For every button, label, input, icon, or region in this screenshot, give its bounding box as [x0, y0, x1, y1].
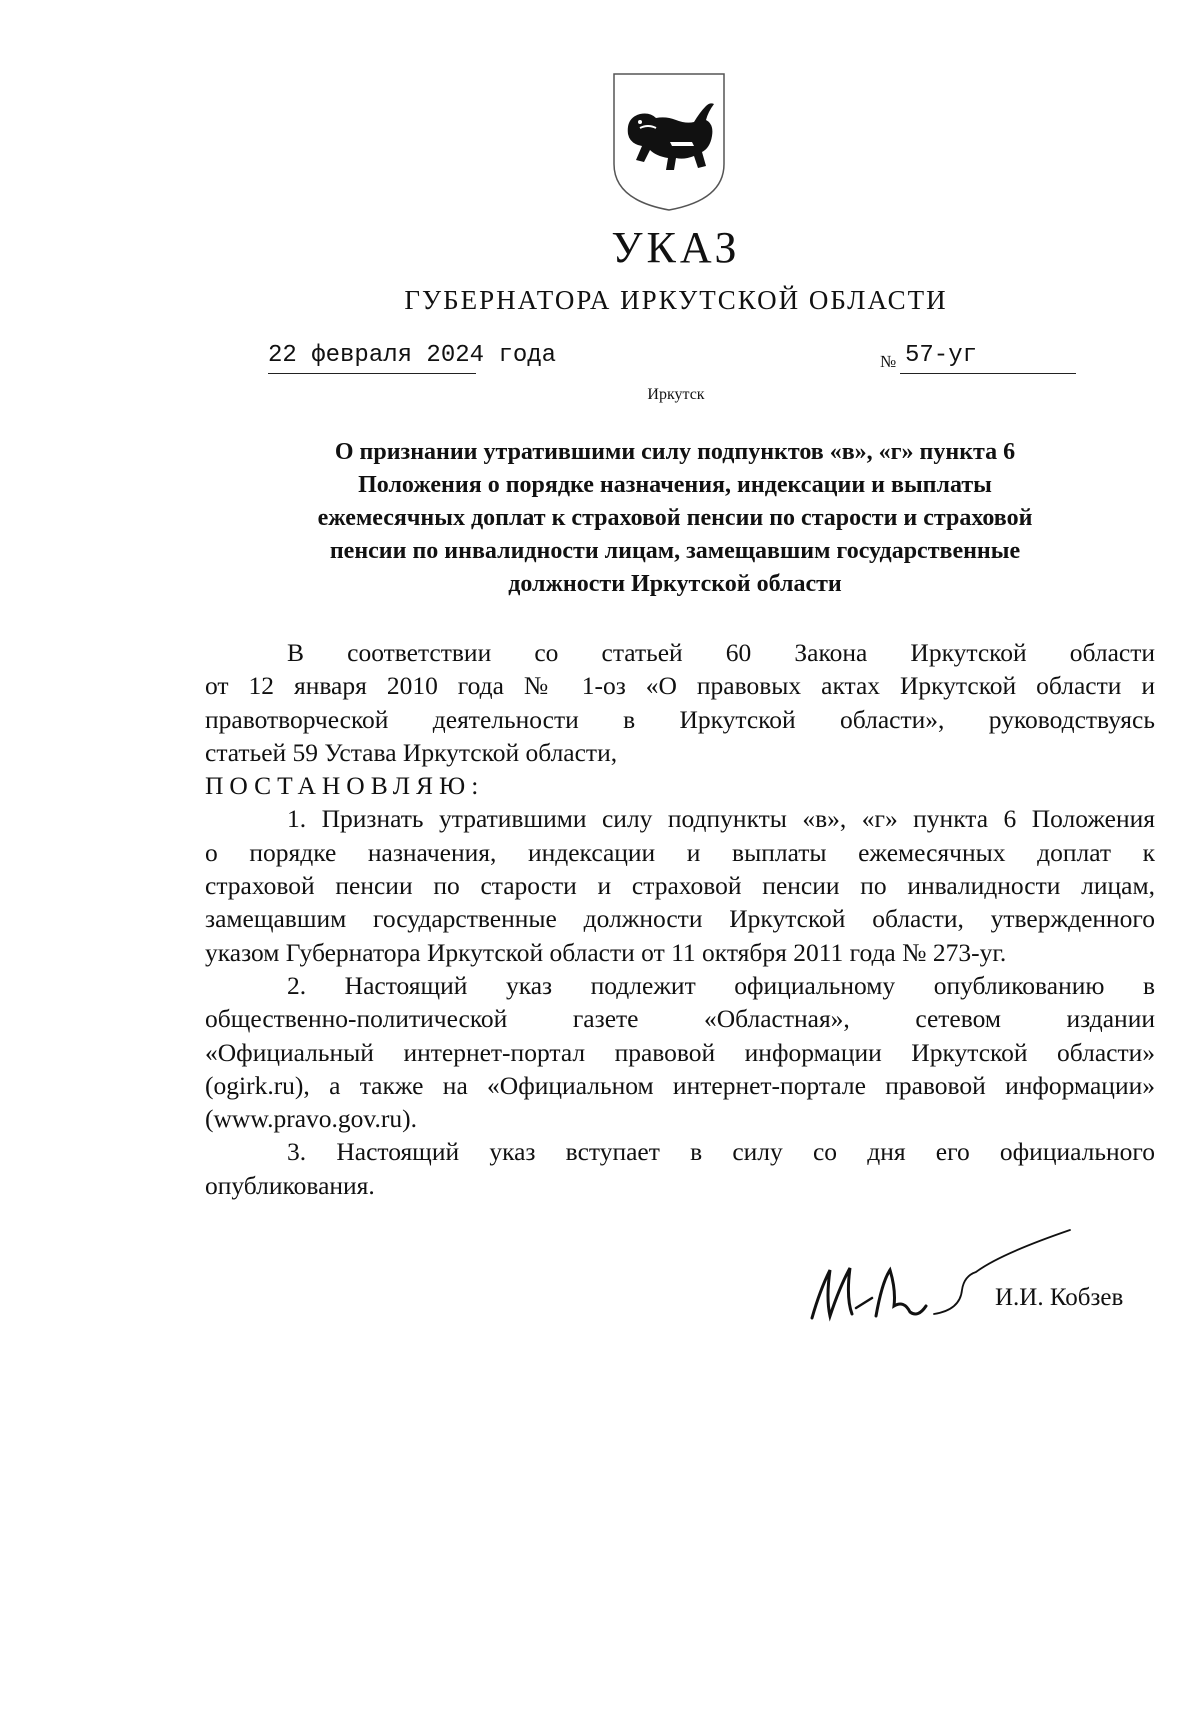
heading-line: должности Иркутской области — [508, 571, 842, 597]
date-underline — [268, 373, 476, 374]
item1-line: 1. Признать утратившими силу подпункты «в», «г» пункта 6 Положения — [287, 804, 1155, 834]
handwritten-signature — [800, 1220, 1075, 1340]
heading-line: Положения о порядке назначения, индексации и выплаты — [358, 472, 992, 498]
document-type-title: УКАЗ — [611, 223, 741, 272]
decree-heading — [230, 436, 1120, 601]
issuer-subtitle: ГУБЕРНАТОРА ИРКУТСКОЙ ОБЛАСТИ — [404, 285, 948, 315]
heading-line: ежемесячных доплат к страховой пенсии по старости и страховой — [317, 505, 1033, 531]
preamble-line: В соответствии со статьей 60 Закона Иркутской области — [287, 638, 1155, 667]
number-sign: № — [880, 352, 897, 371]
heading-line: О признании утратившими силу подпунктов «в», «г» пункта 6 — [334, 439, 1016, 465]
preamble-line: статьей 59 Устава Иркутской области, — [205, 737, 618, 767]
item3-line: 3. Настоящий указ вступает в силу со дня его официального — [287, 1137, 1155, 1167]
item2-line: «Официальный интернет-портал правовой информации Иркутской области» — [205, 1037, 1155, 1067]
item1-line: замещавшим государственные должности Иркутской области, утвержденного — [205, 904, 1155, 934]
item1-line: о порядке назначения, индексации и выплаты ежемесячных доплат к — [205, 837, 1155, 867]
issue-city: Иркутск — [647, 386, 705, 403]
preamble-line: правотворческой деятельности в Иркутской области», руководствуясь — [205, 704, 1155, 734]
decree-number: 57-уг — [905, 342, 978, 369]
item1-line: страховой пенсии по старости и страховой пенсии по инвалидности лицам, — [205, 871, 1155, 901]
item3-line: опубликования. — [205, 1170, 375, 1200]
preamble-line: от 12 января 2010 года № 1-оз «О правовых актах Иркутской области и — [205, 671, 1155, 701]
number-underline — [900, 373, 1076, 374]
item2-line: 2. Настоящий указ подлежит официальному опубликованию в — [287, 970, 1155, 1000]
decree-date: 22 февраля 2024 года — [268, 342, 557, 369]
item2-line: (www.pravo.gov.ru). — [205, 1104, 417, 1134]
coat-of-arms-emblem — [610, 72, 728, 212]
heading-line: пенсии по инвалидности лицам, замещавшим государственные — [329, 538, 1021, 564]
item2-line: общественно-политической газете «Областная», сетевом издании — [205, 1004, 1155, 1034]
item2-line: (ogirk.ru), а также на «Официальном интернет-портале правовой информации» — [205, 1070, 1155, 1100]
signer-name: И.И. Кобзев — [995, 1284, 1124, 1311]
decree-word: ПОСТАНОВЛЯЮ: — [205, 771, 485, 801]
item1-line: указом Губернатора Иркутской области от 11 октября 2011 года № 273-уг. — [205, 937, 1007, 967]
decree-body — [205, 636, 1155, 1202]
